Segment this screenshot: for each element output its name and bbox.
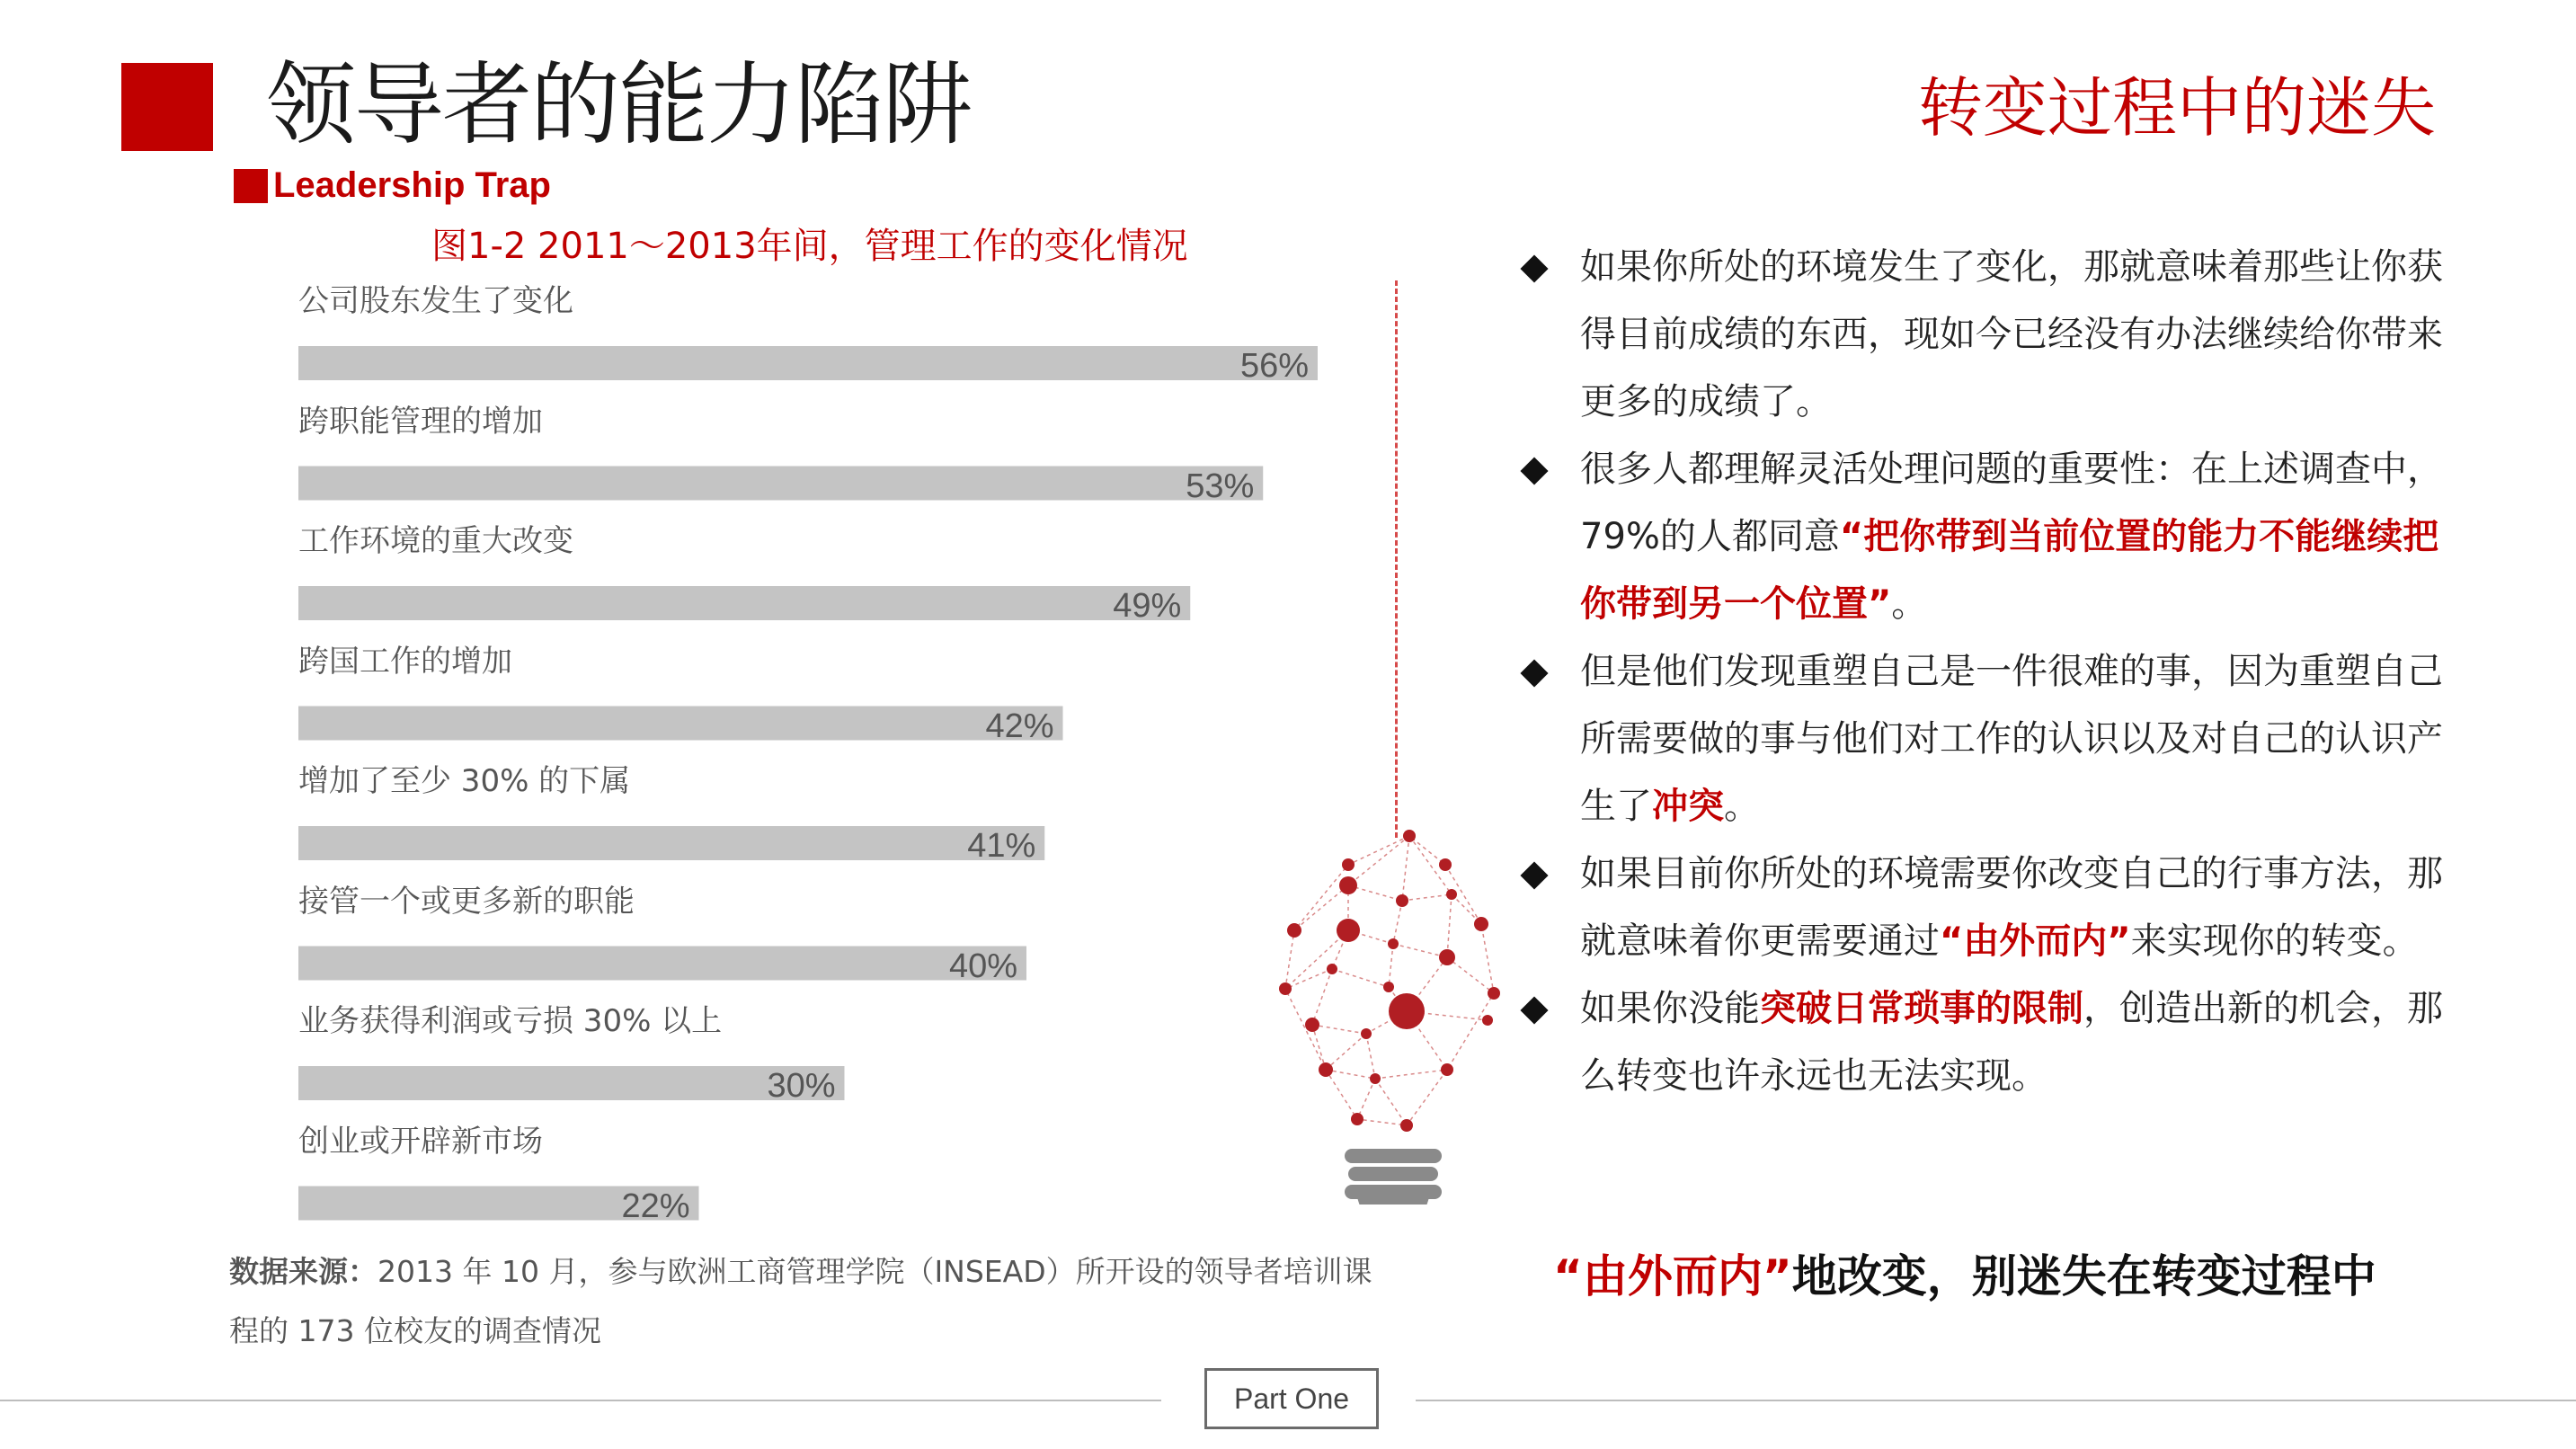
bar-label: 业务获得利润或亏损 30% 以上 xyxy=(298,1003,723,1039)
bar-4 xyxy=(298,707,1063,741)
diamond-bullet-icon xyxy=(1520,996,1548,1024)
source-label: 数据来源： xyxy=(229,1254,378,1289)
page-subtitle: Leadership Trap xyxy=(273,165,551,205)
bar-value-label: 22% xyxy=(621,1187,690,1225)
source-note xyxy=(229,1242,1398,1361)
bullet-point xyxy=(1519,234,2472,436)
lightbulb-icon xyxy=(1258,809,1528,1205)
bar-label: 工作环境的重大改变 xyxy=(298,523,573,559)
bar-chart xyxy=(0,0,1402,1258)
body-text: ，创造出新的机会，那么转变也许永远也无法实现。 xyxy=(1580,988,2443,1097)
bar-value-label: 40% xyxy=(948,947,1017,985)
bar-label: 接管一个或更多新的职能 xyxy=(298,883,635,920)
slogan-text: 地改变，别迷失在转变过程中 xyxy=(1791,1250,2376,1302)
source-text: 2013 年 10 月，参与欧洲工商管理学院（INSEAD）所开设的领导者培训课程的 173 位校友的调查情况 xyxy=(229,1254,1372,1348)
diamond-bullet-icon xyxy=(1520,861,1548,889)
bar-label: 跨国工作的增加 xyxy=(298,643,512,680)
diamond-bullet-icon xyxy=(1520,457,1548,484)
bar-value-label: 56% xyxy=(1239,347,1309,385)
bar-1 xyxy=(298,346,1318,380)
bar-6 xyxy=(298,947,1026,981)
bar-label: 增加了至少 30% 的下属 xyxy=(298,763,631,799)
section-title: 转变过程中的迷失 xyxy=(1917,70,2436,146)
bar-7 xyxy=(298,1066,845,1100)
footer-part-label: Part One xyxy=(1204,1368,1379,1429)
bullet-point xyxy=(1519,975,2472,1110)
bar-value-label: 49% xyxy=(1113,587,1182,625)
bullet-point xyxy=(1519,436,2472,638)
body-text: 。 xyxy=(1891,583,1928,625)
bullet-point xyxy=(1519,638,2472,840)
highlight-text: “由外而内” xyxy=(1940,920,2131,962)
diamond-bullet-icon xyxy=(1520,254,1548,282)
bar-2 xyxy=(298,467,1263,501)
bar-5 xyxy=(298,826,1044,860)
highlight-text: 冲突 xyxy=(1652,786,1724,827)
bar-value-label: 30% xyxy=(767,1067,836,1105)
body-text: 。 xyxy=(1724,786,1760,827)
bar-3 xyxy=(298,586,1190,620)
body-text: 但是他们发现重塑自己是一件很难的事，因为重塑自己所需要做的事与他们对工作的认识以及对自己的认识产生了 xyxy=(1580,651,2443,827)
slogan xyxy=(1553,1245,2376,1308)
highlight-text: “把你带到当前位置的能力不能继续把你带到另一个位置” xyxy=(1580,516,2439,625)
slogan-highlight: “由外而内” xyxy=(1553,1250,1792,1302)
diamond-bullet-icon xyxy=(1520,659,1548,687)
bar-value-label: 53% xyxy=(1186,467,1255,505)
body-text: 如果你所处的环境发生了变化，那就意味着那些让你获得目前成绩的东西，现如今已经没有办法继续给你带来更多的成绩了。 xyxy=(1580,246,2443,422)
body-text: 如果目前你所处的环境需要你改变自己的行事方法，那就意味着你更需要通过 xyxy=(1580,853,2443,962)
body-text: 如果你没能 xyxy=(1580,988,1760,1029)
bar-value-label: 41% xyxy=(967,827,1036,865)
dashed-divider xyxy=(1395,280,1398,838)
footer-line-left xyxy=(0,1400,1161,1401)
bullet-point xyxy=(1519,840,2472,975)
chart-title: 图1-2 2011～2013年间，管理工作的变化情况 xyxy=(431,226,1188,267)
bar-label: 公司股东发生了变化 xyxy=(298,283,573,319)
bar-value-label: 42% xyxy=(985,707,1054,745)
bullet-points xyxy=(1519,234,2472,1110)
bar-label: 创业或开辟新市场 xyxy=(298,1123,543,1160)
footer-line-right xyxy=(1416,1400,2576,1401)
page-title: 领导者的能力陷阱 xyxy=(266,52,971,157)
body-text: 很多人都理解灵活处理问题的重要性：在上述调查中，79%的人都同意 xyxy=(1580,449,2443,557)
highlight-text: 突破日常琐事的限制 xyxy=(1760,988,2083,1029)
bar-label: 跨职能管理的增加 xyxy=(298,403,543,440)
body-text: 来实现你的转变。 xyxy=(2130,920,2419,962)
